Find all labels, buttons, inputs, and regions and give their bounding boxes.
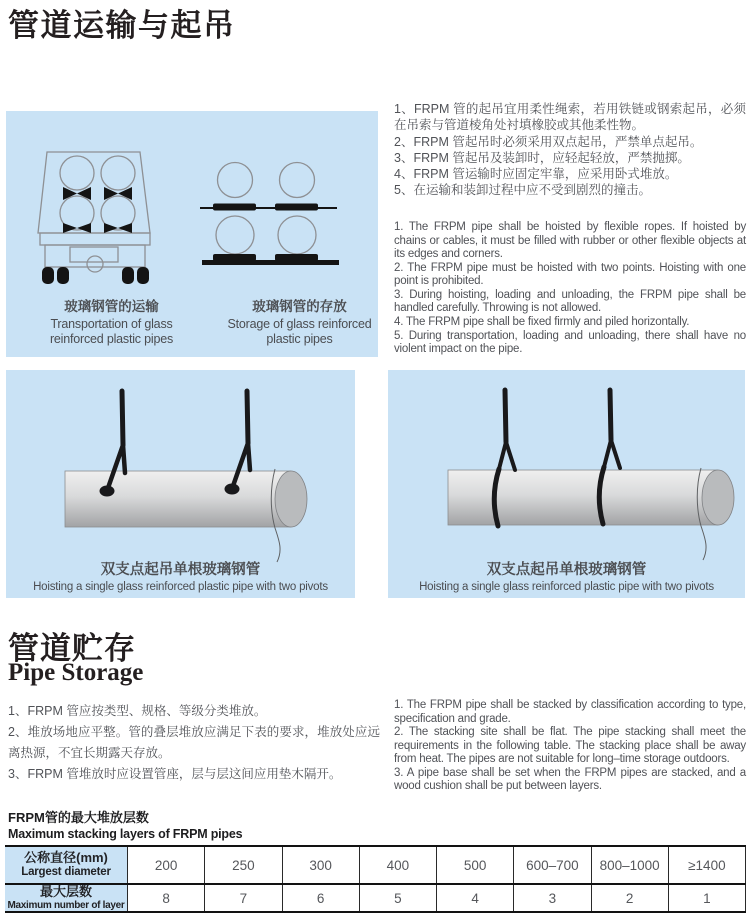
list-item: 5. During transportation, loading and unloading, there shall have no violent impact on the pipe.: [394, 329, 746, 356]
storage-section-title-zh: 管道贮存: [8, 631, 136, 666]
table-cell: 200: [128, 847, 205, 883]
hoisting-caption: [6, 558, 355, 593]
caption-en: plastic pipes: [266, 331, 333, 346]
caption-en: Hoisting a single glass reinforced plastic pipe with two pivots: [33, 581, 328, 593]
table-cell: 6: [283, 885, 360, 911]
caption-en: Storage of glass reinforced: [227, 317, 372, 331]
hoisting-caption: [388, 558, 745, 593]
table-cell: 4: [437, 885, 514, 911]
transport-storage-figure-panel: [6, 111, 378, 357]
hoisting-figure-panel-right: [388, 370, 745, 598]
header-zh: 最大层数: [39, 884, 92, 900]
list-item: 4、FRPM 管运输时应固定牢靠，应采用卧式堆放。: [394, 167, 678, 181]
storage-notes-en: [394, 699, 746, 794]
page-title: 管道运输与起吊: [8, 8, 236, 43]
caption-en: reinforced plastic pipes: [49, 331, 174, 346]
transport-notes-en: [394, 221, 746, 357]
table-cell: 5: [360, 885, 437, 911]
transport-notes-zh: [394, 101, 746, 199]
header-en: Largest diameter: [21, 865, 111, 878]
transport-figure-caption: [24, 295, 199, 347]
table-row-layers: [5, 885, 746, 911]
list-item: 1、FRPM 管的起吊宜用柔性绳索，若用铁链或钢索起吊，必须在吊索与管道棱角处衬填橡胶或其他柔性物。: [394, 102, 746, 133]
table-cell: 8: [128, 885, 205, 911]
table-title: [8, 807, 242, 841]
list-item: 3、FRPM 管堆放时应设置管座，层与层这间应用垫木隔开。: [8, 767, 342, 781]
table-cell: 2: [592, 885, 669, 911]
list-item: 2、FRPM 管起吊时必须采用双点起吊，严禁单点起吊。: [394, 134, 703, 149]
max-stacking-layers-table: [5, 845, 746, 913]
table-cell: 7: [205, 885, 282, 911]
header-en: Maximum number of layer: [7, 899, 125, 911]
list-item: 5、在运输和装卸过程中应不受到剧烈的撞击。: [394, 183, 651, 198]
list-item: 2. The stacking site shall be flat. The pipe stacking shall meet the requirements in the following table. The stacking place shall be away from heat. The pipes are not suitable for long–time storage outdoors.: [394, 726, 746, 766]
list-item: 3、FRPM 管起吊及装卸时，应轻起轻放，严禁抛掷。: [394, 150, 690, 165]
table-cell: 250: [205, 847, 282, 883]
storage-figure-caption: [212, 295, 387, 347]
storage-section-title-en: Pipe Storage: [8, 659, 144, 686]
caption-zh: 双支点起吊单根玻璃钢管: [100, 562, 261, 578]
table-cell: ≥1400: [669, 847, 746, 883]
caption-zh: 玻璃钢管的存放: [252, 299, 347, 314]
caption-zh: 玻璃钢管的运输: [64, 299, 159, 314]
table-title-en: Maximum stacking layers of FRPM pipes: [8, 827, 243, 841]
list-item: 1. The FRPM pipe shall be hoisted by flexible ropes. If hoisted by chains or cables, it must be filled with rubber or other flexible objects at its edges and corners.: [394, 221, 746, 261]
table-cell: 400: [360, 847, 437, 883]
list-item: 2. The FRPM pipe must be hoisted with two points. Hoisting with one point is prohibited.: [394, 261, 746, 288]
caption-en: Transportation of glass: [50, 317, 173, 331]
caption-zh: 双支点起吊单根玻璃钢管: [486, 562, 647, 578]
table-cell: 300: [283, 847, 360, 883]
list-item: 3. During hoisting, loading and unloading, the FRPM pipe shall be handled carefully. Throwing is not allowed.: [394, 288, 746, 315]
table-title-zh: FRPM管的最大堆放层数: [8, 810, 149, 825]
table-cell: 500: [437, 847, 514, 883]
caption-en: Hoisting a single glass reinforced plastic pipe with two pivots: [419, 581, 714, 593]
list-item: 4. The FRPM pipe shall be fixed firmly and piled horizontally.: [394, 315, 690, 328]
list-item: 1. The FRPM pipe shall be stacked by classification according to type, specification and grade.: [394, 699, 746, 725]
table-cell: 800–1000: [592, 847, 669, 883]
storage-notes-zh: [8, 701, 380, 785]
table-row-diameter: [5, 847, 746, 885]
table-cell: 600–700: [514, 847, 591, 883]
list-item: 2、堆放场地应平整。管的叠层堆放应满足下表的要求，堆放处应远离热源，不宜长期露天存放。: [8, 725, 380, 760]
hoisting-figure-panel-left: [6, 370, 355, 598]
row-header-layers: [5, 885, 128, 911]
list-item: 3. A pipe base shall be set when the FRPM pipes are stacked, and a wood cushion shall be put between layers.: [394, 766, 746, 793]
table-cell: 3: [514, 885, 591, 911]
list-item: 1、FRPM 管应按类型、规格、等级分类堆放。: [8, 704, 267, 718]
header-zh: 公称直径(mm): [24, 850, 108, 866]
table-cell: 1: [669, 885, 746, 911]
row-header-diameter: [5, 847, 128, 883]
